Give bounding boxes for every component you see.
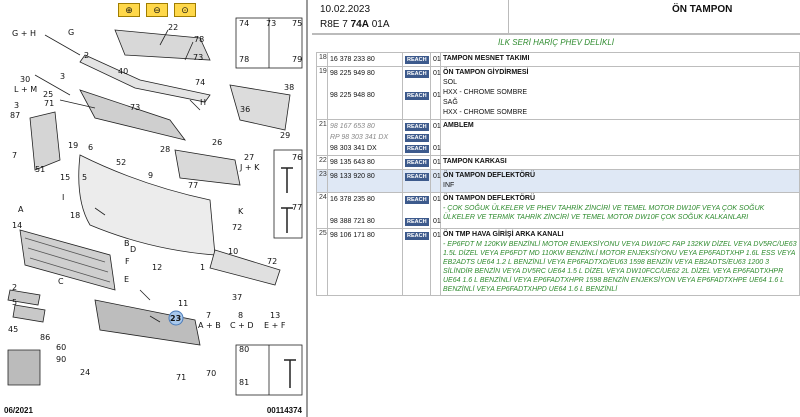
svg-text:B: B [124,239,130,248]
row-index: 25 [317,229,328,296]
row-reach [403,53,431,67]
row-description [441,53,800,67]
part-description-line: HXX - CHROME SOMBRE [443,89,528,96]
svg-text:A + B: A + B [198,321,221,330]
svg-text:70: 70 [206,369,217,378]
svg-text:36: 36 [240,105,251,114]
svg-text:76: 76 [292,153,303,162]
svg-text:15: 15 [60,173,71,182]
svg-text:60: 60 [56,343,67,352]
row-index: 22 [317,156,328,170]
lower-strip-shape [210,250,280,285]
part-qty: 01 [433,196,441,203]
svg-text:6: 6 [88,143,94,152]
zoom-out-icon[interactable]: ⊖ [146,3,168,17]
svg-text:51: 51 [35,165,46,174]
part-title: ÖN TAMPON DEFLEKTÖRÜ [443,172,536,179]
part-qty [433,205,438,216]
part-title: ÖN TAMPON GİYDİRMESİ [443,69,529,76]
row-reach [403,156,431,170]
part-number[interactable] [330,79,400,90]
row-part-numbers [328,53,403,67]
row-qty [431,53,441,67]
diagram-ref: 00114374 [266,406,302,415]
svg-text:30: 30 [20,75,31,84]
part-description-line: INF [443,182,455,189]
svg-text:9: 9 [148,171,154,180]
svg-text:77: 77 [188,181,199,190]
svg-text:5: 5 [12,298,18,307]
svg-text:E: E [124,275,130,284]
svg-text:12: 12 [152,263,163,272]
svg-text:G: G [68,28,75,37]
svg-text:J + K: J + K [240,163,260,172]
part-qty [433,79,438,90]
row-qty [431,170,441,193]
row-description [441,120,800,156]
svg-text:78: 78 [194,35,205,44]
part-qty: 01 [433,92,441,99]
svg-text:45: 45 [8,325,19,334]
svg-text:C: C [58,277,64,286]
part-description-line: SOL [443,79,458,86]
row-part-numbers [328,156,403,170]
part-title: TAMPON MESNET TAKIMI [443,55,530,62]
header-date: 10.02.2023 [320,4,371,15]
row-description [441,170,800,193]
svg-text:3: 3 [60,72,66,81]
part-qty: 01 [433,173,441,180]
reach-badge[interactable]: REACH [407,135,427,141]
row-index: 18 [317,53,328,67]
svg-text:24: 24 [80,368,91,377]
part-title: TAMPON KARKASI [443,158,507,165]
reach-badge[interactable]: REACH [407,93,427,99]
svg-text:18: 18 [70,211,81,220]
svg-text:73: 73 [266,19,277,28]
svg-text:80: 80 [239,345,250,354]
row-index: 19 [317,67,328,120]
row-reach [403,229,431,296]
svg-text:37: 37 [232,293,243,302]
svg-text:74: 74 [239,19,250,28]
svg-text:H: H [200,98,207,107]
svg-text:E + F: E + F [264,321,286,330]
svg-text:25: 25 [43,90,54,99]
reach-badge[interactable]: REACH [407,57,427,63]
svg-text:1: 1 [200,263,206,272]
row-description [441,193,800,229]
row-qty [431,193,441,229]
svg-text:90: 90 [56,355,67,364]
part-number[interactable]: 98 225 948 80 [330,92,375,99]
svg-text:2: 2 [84,51,90,60]
zoom-in-icon[interactable]: ⊕ [118,3,140,17]
svg-text:78: 78 [239,55,250,64]
part-qty: 01 [433,218,441,225]
svg-text:K: K [238,207,244,216]
reach-badge[interactable]: REACH [407,233,427,239]
part-number[interactable]: 16 378 233 80 [330,56,375,63]
part-condition-note: - EP6FDT M 120KW BENZİNLİ MOTOR ENJEKSİYONU VEYA DW10FC FAP 132KW DİZEL VEYA DV5RC/UE63 1.5L DİZEL VEYA EP6FDT MD 110KW BENZİNLİ MOTOR ENJEKSİYONU VEYA EP6FADTXHP 1.6L ESS VEYA EB2ADTS UE64 1.2 L BENZİNLİ VEYA EP6FADTXD/EU63 1598 BENZİN VEYA EB2ADTS/EU63 1200 3 SİLİNDİR BENZİN VEYA DV5RC UE64 1.5 L DİZEL VEYA DW10FCC/UE62 2L DİZEL VEYA EP6FADTXHPR UE64 1.6 L BENZİNLİ VEYA EP6FADTXHPR 1598 BENZİN ENJEKSİYON VEYA EP6FADTXHPE UE64 1.6 L BENZİNLİ VEYA EP6FADTXHPD UE64 1.6 L BENZİNLİ [443,241,797,293]
part-qty: 01 [433,70,441,77]
svg-text:G + H: G + H [12,29,37,38]
svg-text:11: 11 [178,299,189,308]
part-number[interactable]: 98 303 341 DX [330,145,377,152]
svg-text:I: I [62,193,65,202]
part-number[interactable]: 98 225 949 80 [330,70,375,77]
svg-text:5: 5 [82,173,88,182]
row-part-numbers [328,170,403,193]
reach-badge[interactable]: REACH [407,174,427,180]
svg-text:72: 72 [232,223,243,232]
svg-text:52: 52 [116,158,127,167]
svg-text:28: 28 [160,145,171,154]
part-title: ÖN TMP HAVA GİRİŞİ ARKA KANALI [443,231,564,238]
row-reach [403,120,431,156]
svg-text:14: 14 [12,221,23,230]
parts-header [312,0,800,34]
svg-text:79: 79 [292,55,303,64]
part-qty: 01 [433,145,441,152]
svg-text:29: 29 [280,131,291,140]
part-number[interactable]: 98 133 920 80 [330,173,375,180]
svg-text:81: 81 [239,378,250,387]
svg-text:71: 71 [44,99,55,108]
svg-text:87: 87 [10,111,21,120]
diagram-drawing [0,0,308,417]
row-qty [431,120,441,156]
svg-text:77: 77 [292,203,303,212]
part-number[interactable]: 98 135 643 80 [330,159,375,166]
table-row[interactable] [317,193,800,229]
svg-text:86: 86 [40,333,51,342]
svg-text:3: 3 [14,101,20,110]
svg-text:7: 7 [12,151,18,160]
part-number[interactable]: 98 167 653 80 [330,123,375,130]
part-number[interactable]: 98 106 171 80 [330,232,375,239]
row-part-numbers [328,229,403,296]
part-qty: 01 [433,159,441,166]
part-qty: 01 [433,56,441,63]
row-index: 24 [317,193,328,229]
parts-diagram[interactable] [0,0,308,417]
code-prefix: R8E 7 [320,19,351,30]
row-qty [431,156,441,170]
svg-text:D: D [130,245,137,254]
svg-text:22: 22 [168,23,179,32]
table-row[interactable] [317,229,800,296]
svg-text:75: 75 [292,19,303,28]
part-number[interactable]: 98 388 721 80 [330,218,375,225]
zoom-fit-icon[interactable]: ⊙ [174,3,196,17]
table-row[interactable] [317,67,800,120]
reach-badge[interactable]: REACH [407,71,427,77]
reach-badge[interactable]: REACH [407,146,427,152]
part-title: ÖN TAMPON DEFLEKTÖRÜ [443,195,536,202]
upper-grille-shape [80,90,185,140]
svg-text:38: 38 [284,83,295,92]
row-description [441,229,800,296]
svg-text:72: 72 [267,257,278,266]
row-index: 23 [317,170,328,193]
svg-text:23: 23 [170,314,182,323]
row-reach [403,170,431,193]
part-description-line: SAĞ [443,99,458,106]
part-qty: 01 [433,232,441,239]
svg-text:71: 71 [176,373,187,382]
svg-text:F: F [125,257,130,266]
row-description [441,67,800,120]
reach-badge[interactable]: REACH [407,197,427,203]
svg-text:27: 27 [244,153,255,162]
svg-text:A: A [18,205,24,214]
row-index: 21 [317,120,328,156]
table-row[interactable] [317,53,800,67]
row-description [441,156,800,170]
cross-bar-shape [80,55,210,102]
part-qty: 01 [433,123,441,130]
right-bracket-shape [230,85,290,130]
small-part-box-shape [8,350,40,385]
svg-text:19: 19 [68,141,79,150]
svg-text:8: 8 [238,311,244,320]
svg-text:10: 10 [228,247,239,256]
header-code [320,19,390,30]
reach-badge[interactable]: REACH [407,219,427,225]
reach-badge[interactable]: REACH [407,124,427,130]
reach-badge[interactable]: REACH [407,160,427,166]
table-row[interactable] [317,170,800,193]
row-reach [403,67,431,120]
svg-text:74: 74 [195,78,206,87]
row-part-numbers [328,67,403,120]
row-reach [403,193,431,229]
code-suffix: 01A [368,19,390,30]
part-number[interactable] [330,205,400,216]
row-part-numbers [328,120,403,156]
code-bold: 74A [350,19,369,30]
part-title: AMBLEM [443,122,474,129]
part-qty [433,132,438,143]
left-bracket-shape [30,112,60,170]
parts-table [316,52,800,296]
part-description-line: HXX - CHROME SOMBRE [443,109,528,116]
parts-panel [312,0,800,417]
row-part-numbers [328,193,403,229]
row-qty [431,67,441,120]
svg-text:40: 40 [118,67,129,76]
svg-text:C + D: C + D [230,321,254,330]
diagram-date: 06/2021 [4,406,33,415]
side-trim-shape [175,150,240,185]
part-number[interactable]: 16 378 235 80 [330,196,375,203]
svg-text:73: 73 [193,53,204,62]
row-qty [431,229,441,296]
svg-text:73: 73 [130,103,141,112]
green-note: İLK SERİ HARİÇ PHEV DELİKLİ [497,38,615,47]
part-number[interactable]: RP 98 303 341 DX [330,134,389,141]
svg-text:2: 2 [12,283,18,292]
part-condition-note: - ÇOK SOĞUK ÜLKELER VE PHEV TAHRİK ZİNCİRİ VE TEMEL MOTOR DW10F VEYA ÇOK SOĞUK ÜLKELER VE TERMİK TAHRİK ZİNCİRİ VE TEMEL MOTOR DW10F ÇOK SOĞUK KALKANLARI [443,205,765,221]
svg-text:13: 13 [270,311,281,320]
svg-text:L + M: L + M [14,85,38,94]
page-title: ÖN TAMPON [672,4,733,15]
svg-text:26: 26 [212,138,223,147]
table-row[interactable] [317,156,800,170]
svg-text:7: 7 [206,311,212,320]
table-row[interactable] [317,120,800,156]
